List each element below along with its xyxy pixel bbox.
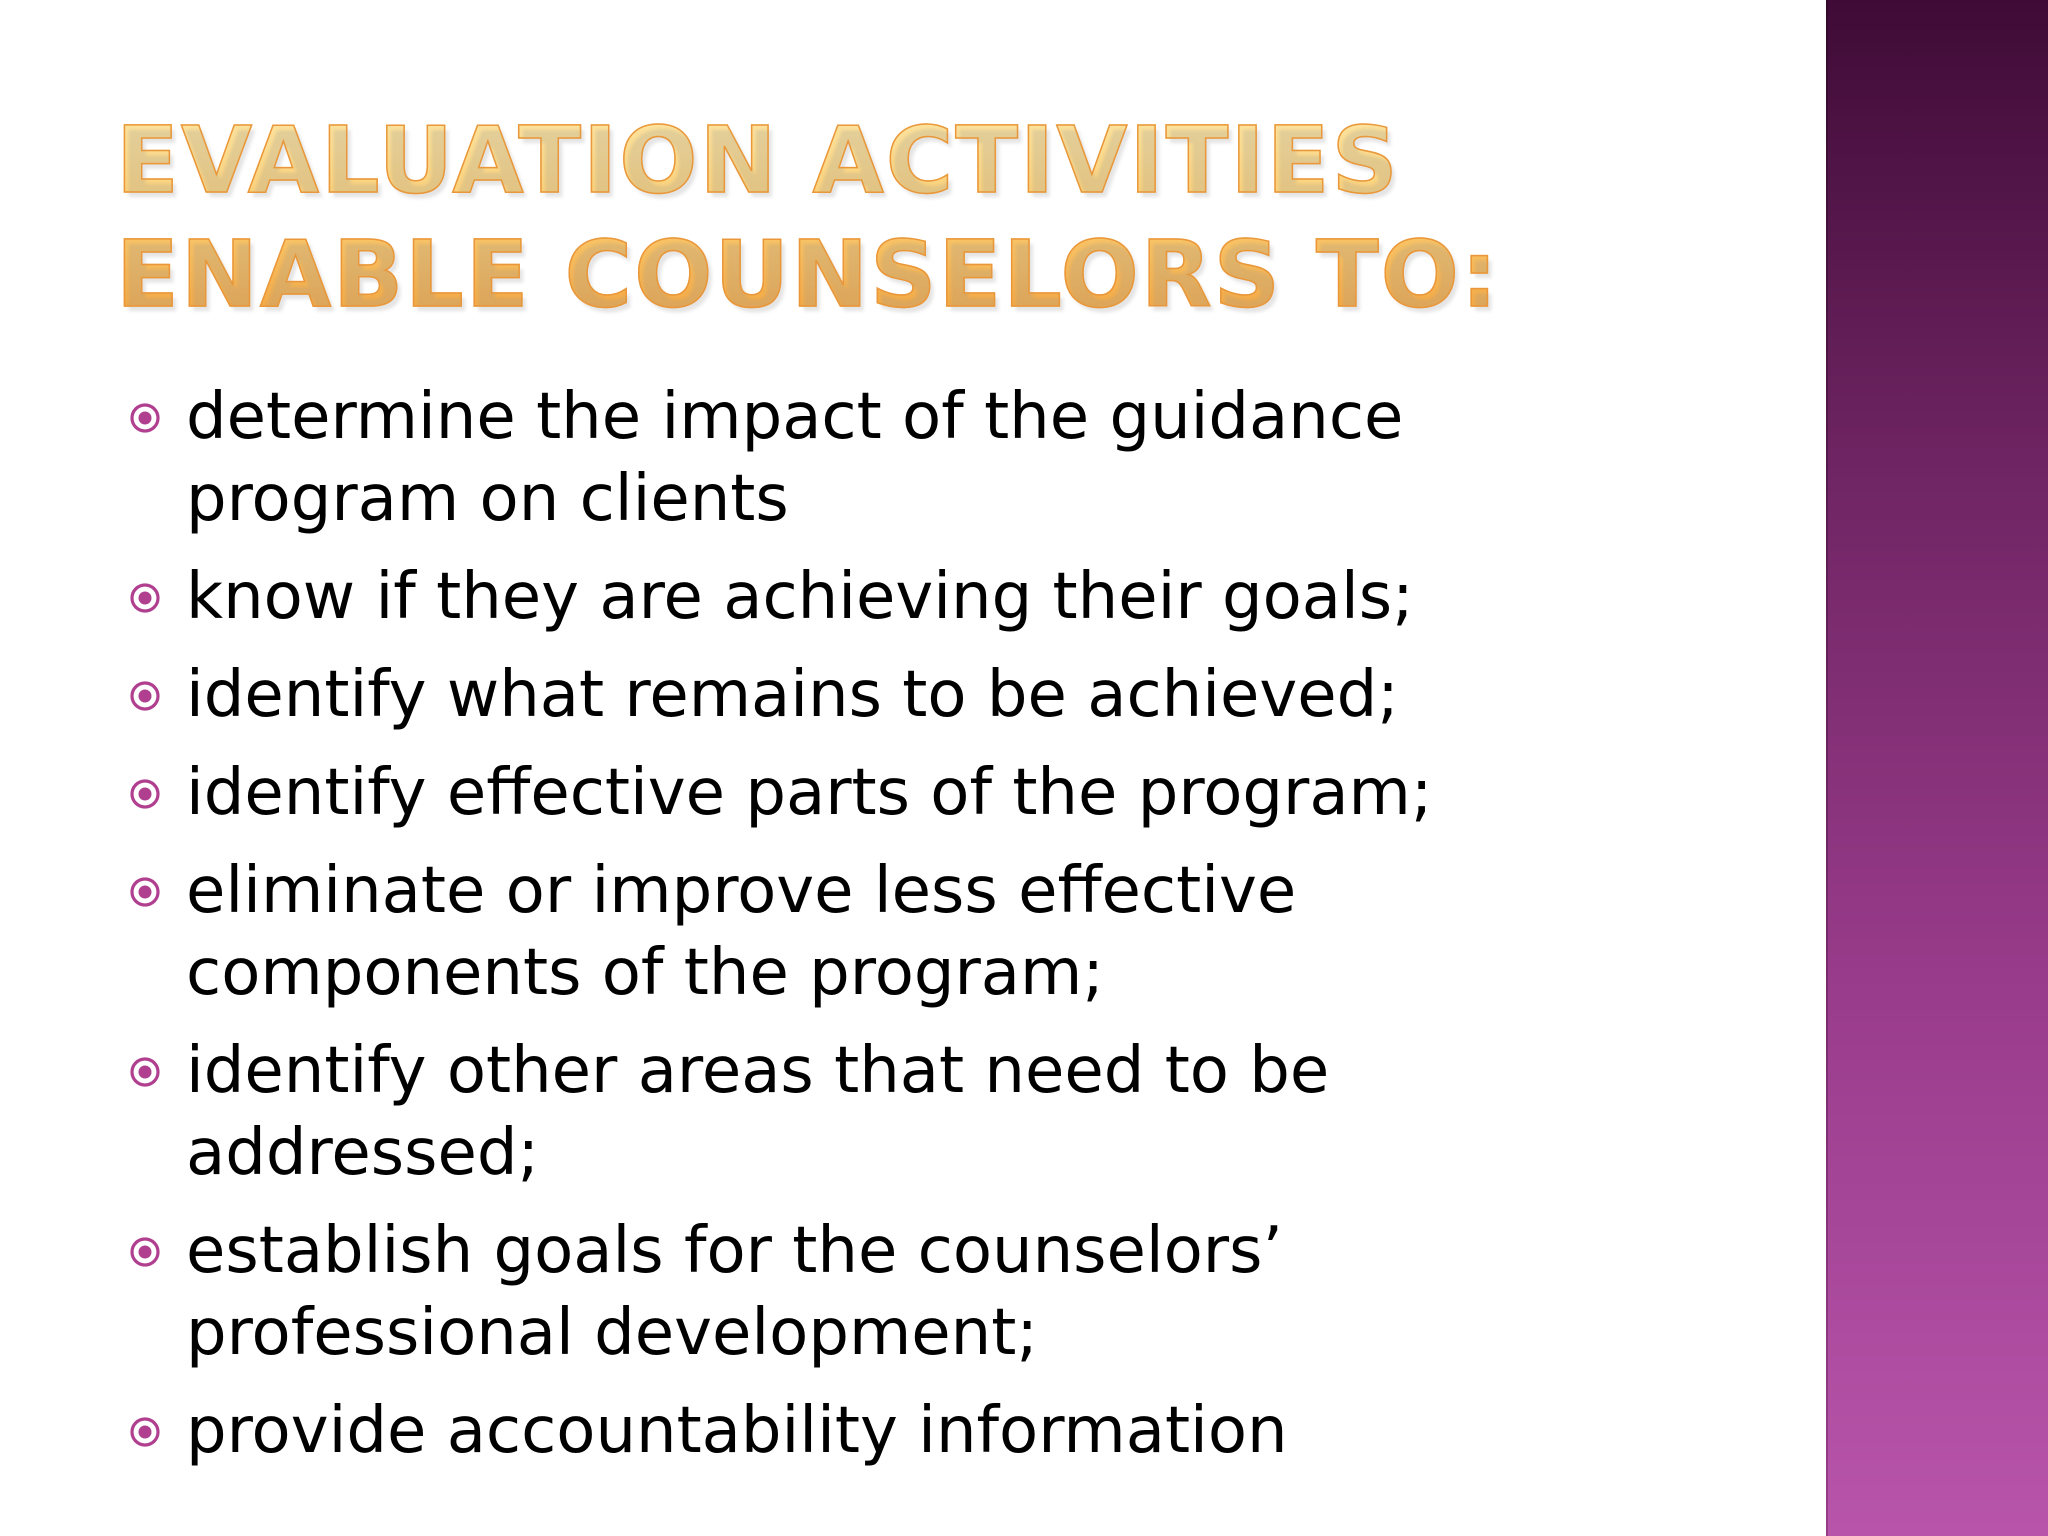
- circled-dot-icon: [129, 402, 161, 434]
- bullet-list: [126, 376, 1686, 1488]
- bullet-item: [126, 1390, 1686, 1472]
- slide-title: EVALUATION ACTIVITIES ENABLE COUNSELORS TO:: [116, 104, 1616, 332]
- bullet-text: identify other areas that need to be addressed;: [186, 1034, 1330, 1190]
- bullet-text: know if they are achieving their goals;: [186, 560, 1414, 634]
- circled-dot-icon: [129, 1236, 161, 1268]
- bullet-item: [126, 1210, 1686, 1374]
- circled-dot-icon: [129, 1416, 161, 1448]
- side-band-edge: [1826, 0, 1828, 1536]
- bullet-item: [126, 376, 1686, 540]
- circled-dot-icon: [129, 582, 161, 614]
- bullet-text: eliminate or improve less effective components of the program;: [186, 854, 1297, 1010]
- circled-dot-icon: [129, 778, 161, 810]
- circled-dot-icon: [129, 680, 161, 712]
- bullet-item: [126, 654, 1686, 736]
- bullet-text: identify what remains to be achieved;: [186, 658, 1399, 732]
- bullet-item: [126, 556, 1686, 638]
- bullet-item: [126, 752, 1686, 834]
- circled-dot-icon: [129, 876, 161, 908]
- circled-dot-icon: [129, 1056, 161, 1088]
- bullet-text: provide accountability information: [186, 1394, 1288, 1468]
- bullet-item: [126, 850, 1686, 1014]
- bullet-text: determine the impact of the guidance program on clients: [186, 380, 1404, 536]
- bullet-item: [126, 1030, 1686, 1194]
- decorative-side-band: [1826, 0, 2048, 1536]
- bullet-text: identify effective parts of the program;: [186, 756, 1433, 830]
- bullet-text: establish goals for the counselors’ professional development;: [186, 1214, 1283, 1370]
